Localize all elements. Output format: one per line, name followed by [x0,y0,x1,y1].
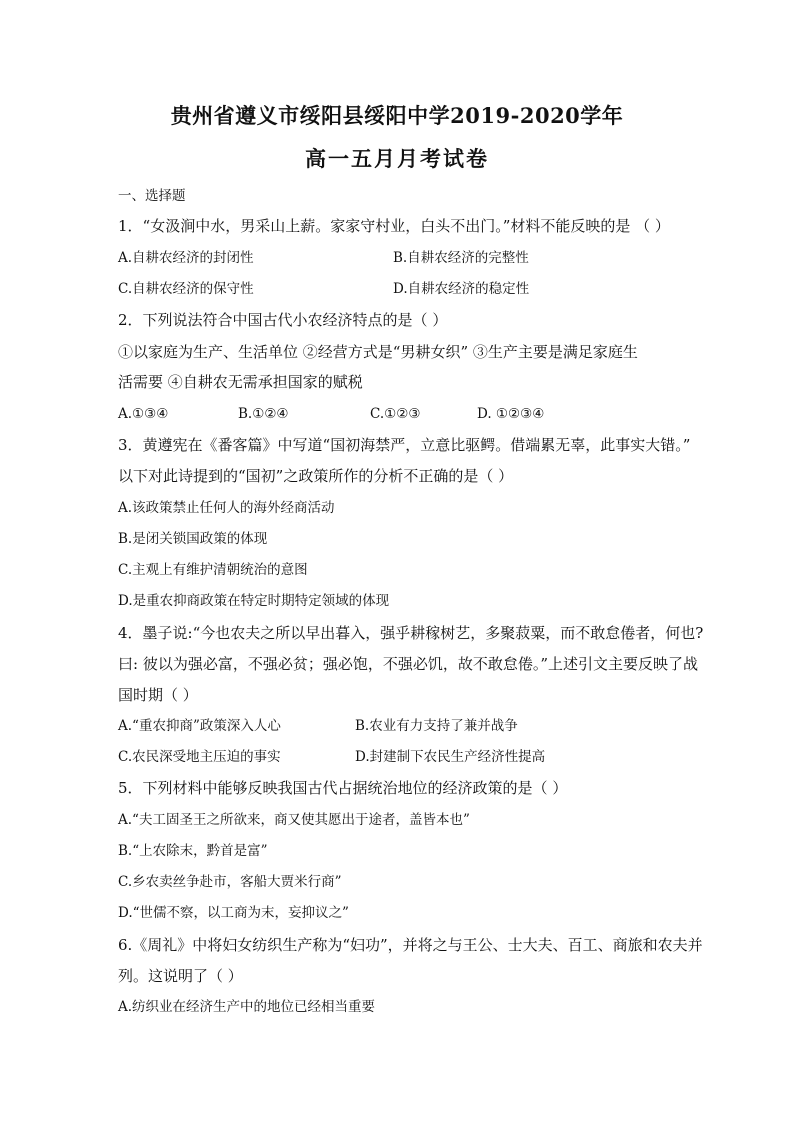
q4-stem: 曰: 彼以为强必富，不强必贫；强必饱，不强必饥，故不敢怠倦。”上述引文主要反映了战 [118,655,698,673]
q5-option-d: D.“世儒不察，以工商为末，妄抑议之” [118,905,349,921]
q4-option-a: A.“重农抑商”政策深入人心 [118,718,281,734]
q1-option-a: A.自耕农经济的封闭性 [118,250,254,266]
q3-option-a: A.该政策禁止任何人的海外经商活动 [118,500,335,516]
q4-option-d: D.封建制下农民生产经济性提高 [355,749,546,765]
q6-stem: 列。这说明了（ ） [118,967,243,985]
q3-stem: 以下对此诗提到的“国初”之政策所作的分析不正确的是（ ） [118,467,514,485]
exam-subtitle: 高一五月月考试卷 [305,146,489,171]
q1-option-c: C.自耕农经济的保守性 [118,281,254,297]
q2-statement-line: 活需要 ④自耕农无需承担国家的赋税 [118,373,363,391]
q4-option-c: C.农民深受地主压迫的事实 [118,749,281,765]
q4-stem: 国时期（ ） [118,686,198,704]
section-heading: 一、选择题 [118,188,186,204]
q2-stem: 2．下列说法符合中国古代小农经济特点的是（ ） [118,311,448,329]
q3-option-b: B.是闭关锁国政策的体现 [118,531,268,547]
q6-option-a: A.纺织业在经济生产中的地位已经相当重要 [118,999,376,1015]
q4-stem: 4．墨子说:“今也农夫之所以早出暮入，强乎耕稼树艺，多聚菽粟，而不敢怠倦者，何也? [118,624,704,642]
q1-option-b: B.自耕农经济的完整性 [393,250,529,266]
q4-option-b: B.农业有力支持了兼并战争 [355,718,518,734]
q5-stem: 5．下列材料中能够反映我国古代占据统治地位的经济政策的是（ ） [118,779,568,797]
q1-stem: 1．“女汲涧中水，男采山上薪。家家守村业，白头不出门。”材料不能反映的是 （ ） [118,217,670,235]
q5-option-b: B.“上农除末，黔首是富” [118,843,268,859]
q2-option-b: B.①②④ [238,406,289,422]
q3-stem: 3．黄遵宪在《番客篇》中写道“国初海禁严，立意比驱鳄。借端累无辜，此事实大错。” [118,436,691,454]
q2-statement-line: ①以家庭为生产、生活单位 ②经营方式是“男耕女织” ③生产主要是满足家庭生 [118,343,638,361]
q5-option-c: C.乡农卖丝争赴市，客船大贾米行商” [118,874,342,890]
q5-option-a: A.“夫工固圣王之所欲来，商又使其愿出于途者，盖皆本也” [118,812,470,828]
q3-option-c: C.主观上有维护清朝统治的意图 [118,562,308,578]
q2-option-d: D. ①②③④ [477,406,545,422]
q2-option-a: A.①③④ [118,406,169,422]
q6-stem: 6.《周礼》中将妇女纺织生产称为“妇功”，并将之与王公、士大夫、百工、商旅和农夫并 [118,936,703,954]
q3-option-d: D.是重农抑商政策在特定时期特定领域的体现 [118,593,390,609]
q1-option-d: D.自耕农经济的稳定性 [393,281,530,297]
q2-option-c: C.①②③ [370,406,421,422]
exam-title: 贵州省遵义市绥阳县绥阳中学2019-2020学年 [170,103,624,128]
